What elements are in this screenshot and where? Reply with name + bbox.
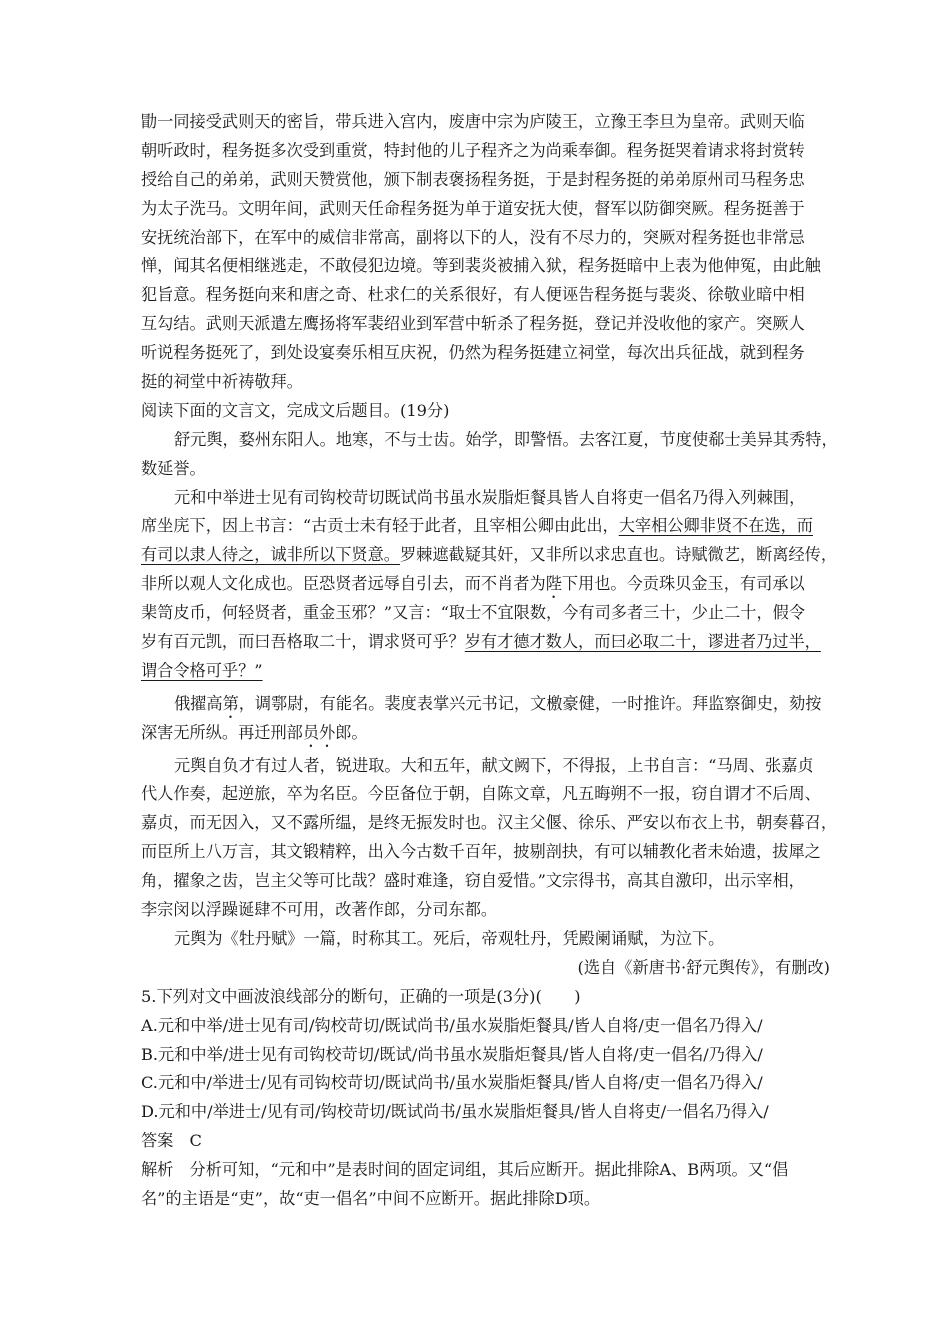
option-b: B.元和中举/进士见有司钩校苛切/既试/尚书虽水炭脂炬餐具/皆人自将/吏一倡名/乃得入/: [141, 1044, 763, 1064]
passage-line: 而臣所上八万言，其文锻精粹，出入今古数千百年，披剔剖抉，有可以辅教化者未始遗，拔犀之: [141, 842, 821, 862]
answer: 答案 C: [141, 1131, 202, 1151]
text-line: 犯旨意。程务挺向来和唐之奇、杜求仁的关系很好，有人便诬告程务挺与裴炎、徐敬业暗中相: [141, 285, 805, 305]
passage-line: 数延誉。: [141, 458, 206, 478]
option-d: D.元和中/举进士/见有司/钩校苛切/既试尚书/虽水炭脂炬餐具/皆人自将吏/一倡名乃得入/: [141, 1102, 769, 1122]
text-line: 惮，闻其名便相继逃走，不敢侵犯边境。等到裴炎被捕入狱，程务挺暗中上表为他伸冤，由此触: [141, 256, 821, 276]
passage-line: 元舆自负才有过人者，锐进取。大和五年，献文阙下，不得报，上书自言：“马周、张嘉贞: [174, 755, 814, 775]
analysis-line: 解析 分析可知，“元和中”是表时间的固定词组，其后应断开。据此排除A、B两项。又“倡: [141, 1160, 789, 1180]
underlined-sentence: 大宰相公卿非贤不在选，而: [618, 516, 813, 536]
text-line: 朝听政时，程务挺多次受到重赏，特封他的儿子程齐之为尚乘奉御。程务挺哭着请求将封赏转: [141, 140, 805, 160]
text-line: 为太子洗马。文明年间，武则天任命程务挺为单于道安抚大使，督军以防御突厥。程务挺善于: [141, 198, 805, 218]
dotted-word: 陛: [545, 574, 562, 594]
underlined-sentence: 谓合令格可乎？”: [141, 660, 263, 680]
passage-line: 舒元舆，婺州东阳人。地寒，不与士齿。始学，即警悟。去客江夏，节度使郗士美异其秀特，: [174, 429, 838, 449]
passage-line: 角，擢象之齿，岂主父等可比哉？盛时难逢，窃自爱惜。”文宗得书，高其自激印，出示宰相，: [141, 871, 805, 891]
translation-continuation: [141, 108, 830, 397]
passage-line: [141, 512, 830, 541]
text-line: 听说程务挺死了，到处设宴奏乐相互庆祝，仍然为程务挺建立祠堂，每次出兵征战，就到程务: [141, 343, 805, 363]
passage-line: [141, 628, 830, 657]
plain-text: 席坐庑下，因上书言：“古贡士未有轻于此者，且宰相公卿由此出，: [141, 516, 619, 536]
dotted-word: 第: [222, 693, 239, 713]
text-line: 勖一同接受武则天的密旨，带兵进入宫内，废唐中宗为庐陵王，立豫王李旦为皇帝。武则天临: [141, 112, 805, 131]
plain-text: 下用也。今贡珠贝金玉，有司承以: [561, 574, 805, 594]
plain-text: 俄擢高: [174, 693, 223, 713]
text-line: 安抚统治部下，在军中的威信非常高，副将以下的人，没有不尽力的，突厥对程务挺也非常忌: [141, 227, 805, 247]
plain-text: ，调鄠尉，有能名。裴度表掌兴元书记，文檄豪健，一时推许。拜监察御史，劾按: [238, 693, 822, 713]
option-c: C.元和中/举进士/见有司钩校苛切/既试尚书/虽水炭脂炬餐具/皆人自将/吏一倡名乃得入/: [141, 1073, 763, 1093]
passage-line: [141, 541, 838, 570]
wavy-line-sentence: 元和中举进士见有司钩校苛切既试尚书虽水炭脂炬餐具皆人自将吏一倡名乃得入列棘围，: [174, 487, 806, 507]
plain-text: 罗棘遮截疑其奸，又非所以求忠直也。诗赋微艺，断离经传，: [400, 545, 838, 565]
plain-text: 岁有百元凯，而曰吾格取二十，谓求贤可乎？: [141, 632, 465, 652]
passage-line: [141, 657, 830, 686]
passage-line: 棐笥皮币，何轻贤者，重金玉邪？”又言：“取士不宜限数，今有司多者三十，少止二十，假令: [141, 603, 806, 623]
question-stem: 5.下列对文中画波浪线部分的断句，正确的一项是(3分)( ): [141, 986, 581, 1006]
dotted-word: 员外: [302, 722, 336, 742]
passage-line: 代人作奏，起逆旅，卒为名臣。今臣备位于朝，自陈文章，凡五晦朔不一报，窃自谓才不后周、: [141, 784, 821, 804]
source-citation: (选自《新唐书·舒元舆传》，有删改): [577, 957, 830, 977]
plain-text: 深害无所纵。再迁刑部: [141, 722, 303, 742]
option-a: A.元和中举/进士见有司/钩校苛切/既试尚书/虽水炭脂炬餐具/皆人自将/吏一倡名乃得入/: [141, 1015, 763, 1035]
text-line: 授给自己的弟弟，武则天赞赏他，颁下制表褒扬程务挺，于是封程务挺的弟弟原州司马程务忠: [141, 169, 805, 189]
passage-line: 元舆为《牡丹赋》一篇，时称其工。死后，帝观牡丹，凭殿阑诵赋，为泣下。: [174, 928, 725, 948]
plain-text: 郎。: [335, 722, 368, 742]
passage-line: [141, 719, 830, 748]
underlined-sentence: 岁有才德才数人，而曰必取二十，谬进者乃过半，: [464, 632, 821, 652]
underlined-sentence: 有司以隶人待之，诚非所以下贤意。: [141, 545, 400, 565]
passage-line: 李宗闵以浮躁诞肆不可用，改著作郎，分司东都。: [141, 900, 498, 920]
passage-line: 嘉贞，而无因入，又不露所缊，是终无振发时也。汉主父偃、徐乐、严安以布衣上书，朝奏暮召，: [141, 813, 838, 833]
passage-line: [141, 570, 830, 599]
text-line: 挺的祠堂中祈祷敬拜。: [141, 372, 303, 392]
reading-instruction: 阅读下面的文言文，完成文后题目。(19分): [141, 400, 450, 420]
passage-line: [141, 690, 830, 719]
plain-text: 非所以观人文化成也。臣恐贤者远辱自引去，而不肖者为: [141, 574, 546, 594]
text-line: 互勾结。武则天派遣左鹰扬将军裴绍业到军营中斩杀了程务挺，登记并没收他的家产。突厥人: [141, 314, 805, 334]
classical-passage: [141, 426, 838, 983]
question-5: [141, 983, 830, 1214]
analysis-line: 名”的主语是“吏”，故“吏一倡名”中间不应断开。据此排除D项。: [141, 1188, 601, 1208]
